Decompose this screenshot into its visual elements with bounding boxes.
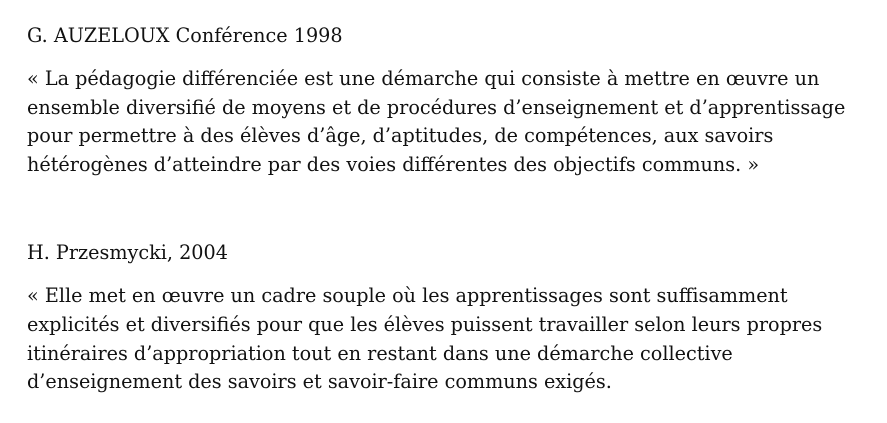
document-body <box>27 22 867 397</box>
citation-quote-przesmycki: « Elle met en œuvre un cadre souple où les apprentissages sont suffisamment explicités et diversifiés pour que les élèves puissent travailler selon leurs propres itinéraires d’appropriation tout en restant dans une démarche collective d’enseignement des savoirs et savoir-faire communs exigés. <box>27 284 823 394</box>
citation-quote-auzeloux: « La pédagogie différenciée est une démarche qui consiste à mettre en œuvre un ensemble diversifié de moyens et de procédures d’enseignement et d’apprentissage pour permettre à des élèves d’âge, d’aptitudes, de compétences, aux savoirs hétérogènes d’atteindre par des voies différentes des objectifs communs. » <box>27 67 846 176</box>
citation-author-przesmycki: H. Przesmycki, 2004 <box>27 241 228 265</box>
citation-author-auzeloux: G. AUZELOUX Conférence 1998 <box>27 24 343 47</box>
